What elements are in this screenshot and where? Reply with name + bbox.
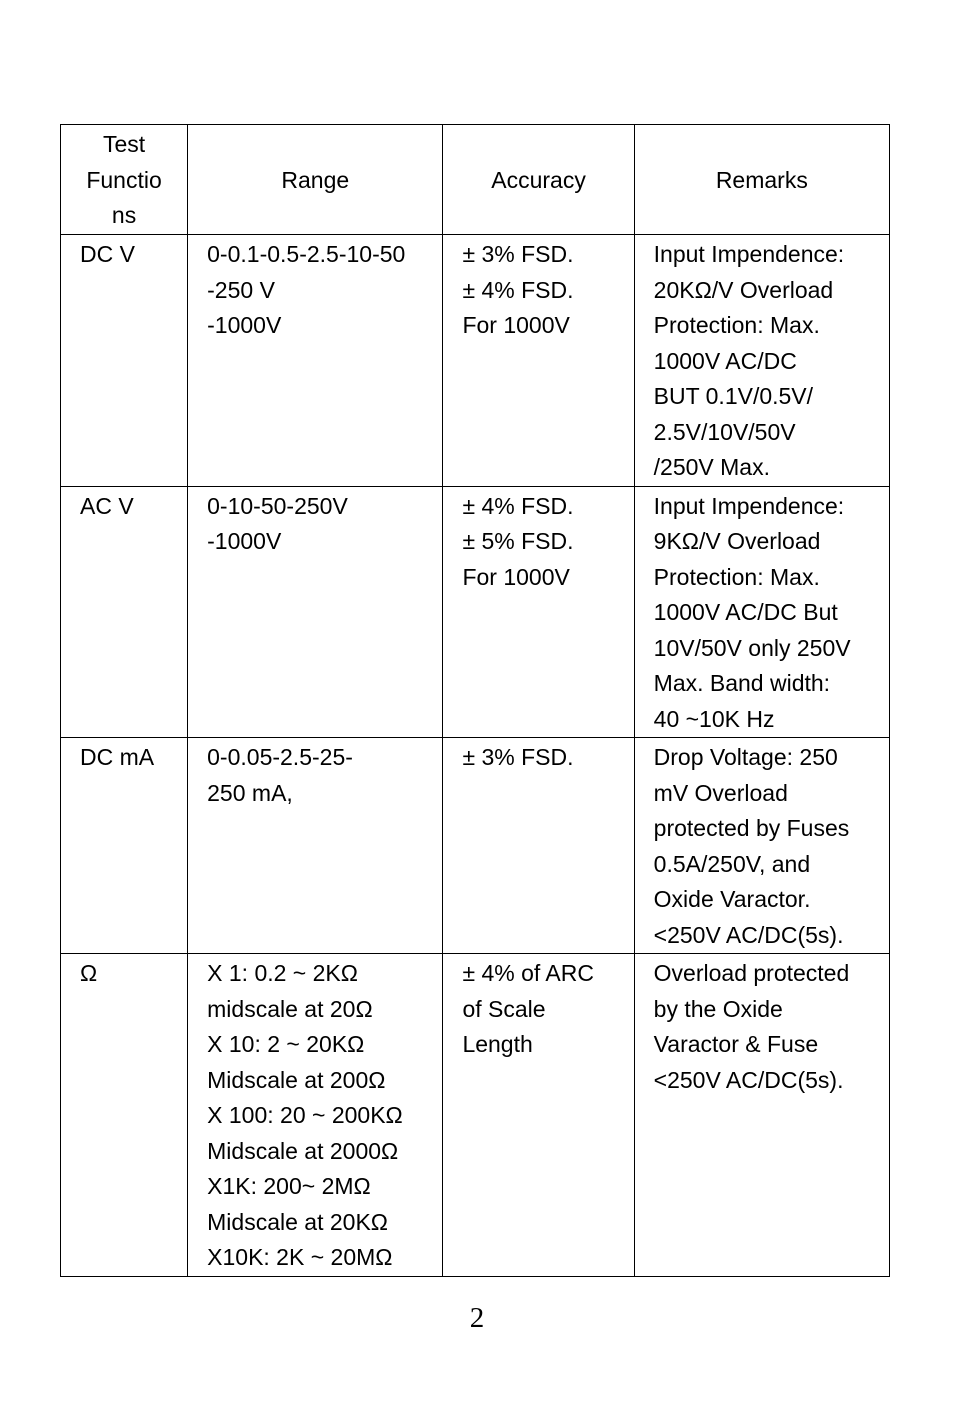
header-test-functions-line: Functio (86, 166, 162, 193)
cell-line: X10K: 2K ~ 20MΩ (207, 1244, 393, 1270)
cell-line: Max. Band width: (653, 670, 831, 696)
cell-line: by the Oxide (653, 995, 783, 1022)
cell-line: Drop Voltage: 250 (653, 744, 838, 770)
table-row (61, 235, 890, 487)
cell-line: 40 ~10K Hz (653, 705, 775, 732)
cell-function: DC V (61, 235, 188, 487)
table-row (61, 486, 890, 738)
cell-line: X1K: 200~ 2MΩ (207, 1173, 371, 1199)
cell-range (188, 738, 443, 954)
cell-remarks (634, 486, 889, 738)
cell-line: Midscale at 20KΩ (207, 1208, 388, 1235)
cell-line: Protection: Max. (653, 312, 820, 338)
cell-range (188, 486, 443, 738)
cell-remarks (634, 738, 889, 954)
cell-line: Overload protected (653, 960, 850, 986)
cell-line: 9KΩ/V Overload (653, 528, 821, 554)
cell-line: midscale at 20Ω (207, 995, 373, 1022)
cell-remarks (634, 954, 889, 1277)
cell-line: Oxide Varactor. (653, 886, 811, 912)
cell-accuracy (443, 738, 634, 954)
cell-line: ± 3% FSD. (462, 744, 574, 770)
cell-line: Length (462, 1031, 533, 1057)
cell-line: of Scale (462, 995, 546, 1022)
cell-line: Input Impendence: (653, 241, 845, 267)
cell-line: ± 4% FSD. (462, 276, 574, 303)
cell-line: /250V Max. (653, 454, 770, 480)
header-test-functions-line: Test (102, 131, 146, 158)
cell-line: -250 V (207, 276, 275, 303)
header-range: Range (188, 125, 443, 235)
header-remarks: Remarks (634, 125, 889, 235)
cell-accuracy (443, 954, 634, 1277)
cell-remarks (634, 235, 889, 487)
cell-line: For 1000V (462, 312, 570, 338)
cell-line: ± 4% of ARC (462, 960, 594, 986)
cell-line: 1000V AC/DC But (653, 599, 838, 625)
header-test-functions (61, 125, 188, 235)
cell-line: 250 mA, (207, 779, 293, 806)
cell-line: <250V AC/DC(5s). (653, 921, 844, 948)
cell-line: For 1000V (462, 563, 570, 590)
table-row (61, 738, 890, 954)
cell-line: 1000V AC/DC (653, 347, 797, 374)
cell-line: 0-0.05-2.5-25- (207, 744, 353, 770)
cell-range (188, 954, 443, 1277)
cell-line: 20KΩ/V Overload (653, 276, 834, 303)
table-header-row (61, 125, 890, 235)
cell-function: DC mA (61, 738, 188, 954)
cell-range (188, 235, 443, 487)
cell-line: 0-0.1-0.5-2.5-10-50 (207, 241, 406, 267)
cell-line: 0.5A/250V, and (653, 850, 811, 877)
cell-line: -1000V (207, 528, 282, 554)
cell-line: X 1: 0.2 ~ 2KΩ (207, 960, 358, 986)
cell-line: ± 4% FSD. (462, 492, 574, 519)
cell-line: mV Overload (653, 779, 788, 806)
cell-line: 10V/50V only 250V (653, 634, 851, 661)
cell-line: 0-10-50-250V (207, 492, 348, 519)
table-row (61, 954, 890, 1277)
cell-line: <250V AC/DC(5s). (653, 1066, 844, 1093)
cell-function: AC V (61, 486, 188, 738)
cell-accuracy (443, 235, 634, 487)
header-test-functions-line: ns (111, 202, 137, 229)
cell-line: Midscale at 2000Ω (207, 1137, 399, 1164)
specification-table (60, 124, 890, 1277)
page-number: 2 (469, 1302, 485, 1334)
cell-line: protected by Fuses (653, 815, 850, 841)
cell-line: -1000V (207, 312, 282, 338)
cell-line: Input Impendence: (653, 492, 845, 519)
cell-line: Varactor & Fuse (653, 1031, 819, 1057)
cell-line: X 100: 20 ~ 200KΩ (207, 1102, 403, 1128)
cell-line: ± 5% FSD. (462, 528, 574, 554)
cell-function: Ω (61, 954, 188, 1277)
header-accuracy: Accuracy (443, 125, 634, 235)
cell-line: ± 3% FSD. (462, 241, 574, 267)
cell-line: Midscale at 200Ω (207, 1066, 386, 1093)
cell-line: 2.5V/10V/50V (653, 418, 796, 445)
cell-line: BUT 0.1V/0.5V/ (653, 383, 814, 409)
cell-line: Protection: Max. (653, 563, 820, 590)
cell-accuracy (443, 486, 634, 738)
cell-line: X 10: 2 ~ 20KΩ (207, 1031, 365, 1057)
